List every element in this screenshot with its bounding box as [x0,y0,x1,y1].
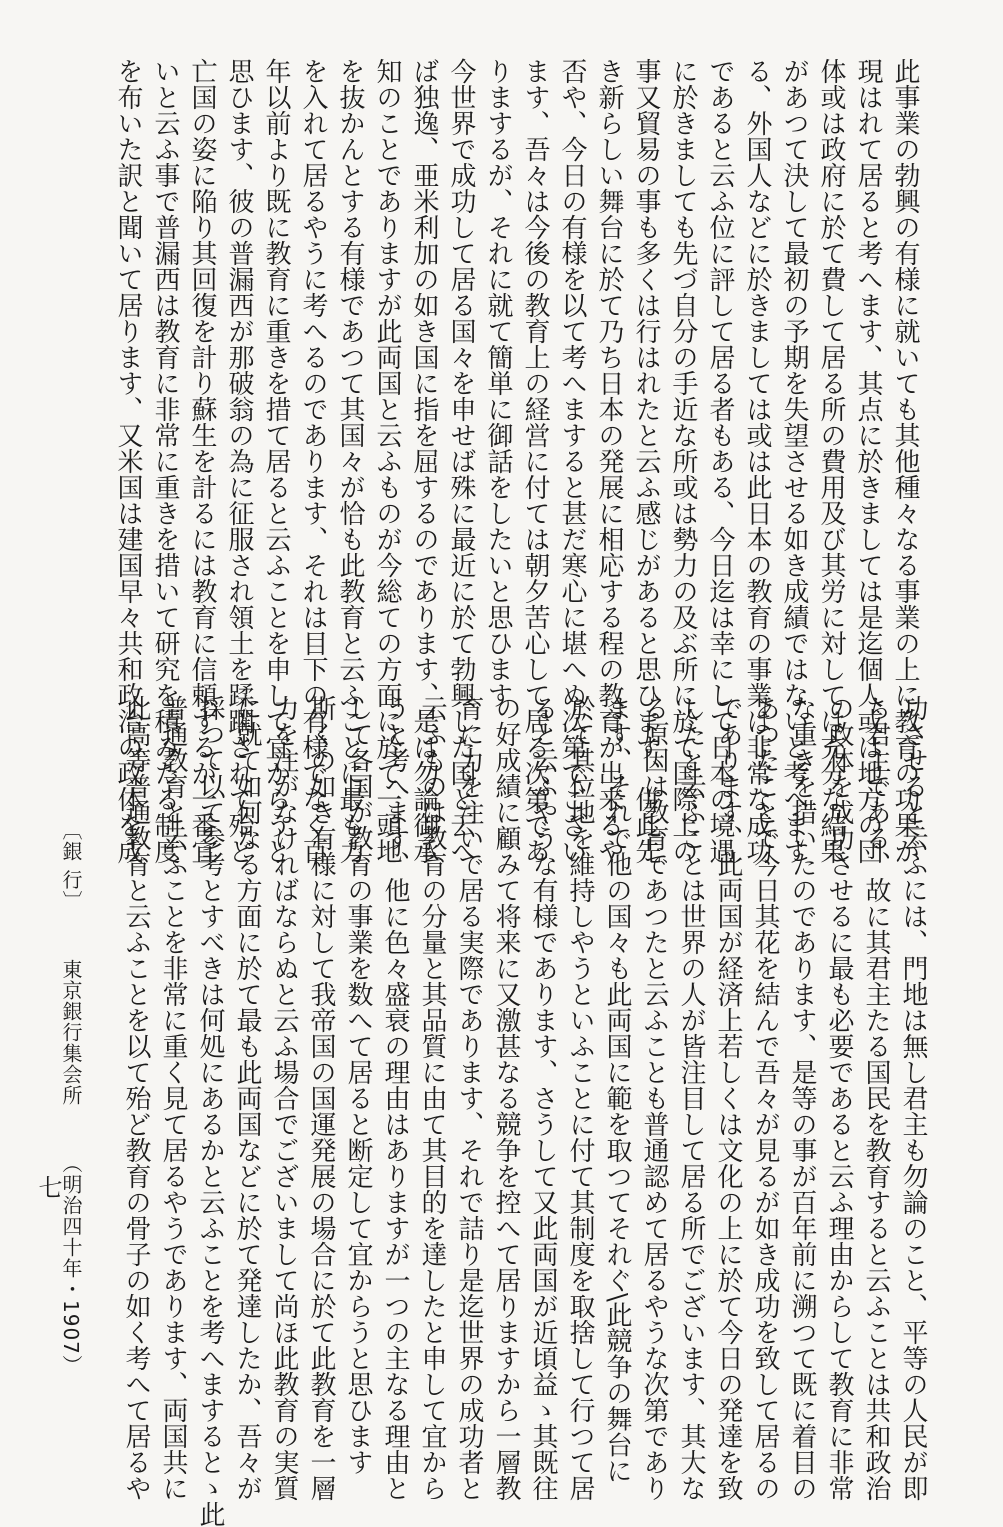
text-column: を入れて居るやうに考へるのであります、それは目下の有様でなく百 [298,58,328,864]
footer-category: 〔銀 行〕 [59,820,83,912]
text-column: であると云ふ位に評して居る者もある、今日迄は幸にして日本の境遇 [705,58,735,864]
text-column: 此高等普通教育と云ふことを以て殆ど教育の骨子の如く考へて居るや [121,695,151,1501]
text-column: ます、それで他の国々も此両国に範を取つてそれぐ\此競争の舞台に [602,695,632,1484]
footer [56,820,86,1376]
text-column: る原因は教育であつたと云ふことも普通認めて居るやうな次第であり [639,695,669,1501]
text-column: 今世界で成功して居る国々を申せば殊に最近に於て勃興した国と云へ [446,58,476,864]
text-column: に就て如何なる方面に於て最も此両国などに於て発達したか、吾々が [232,695,262,1501]
text-column: な重きを措いたのであります、是等の事が百年前に溯つて既に着目の [787,695,817,1501]
text-column: 云ふものは教育の分量と其品質に由て其目的を達したと申して宜から [417,695,447,1501]
text-column: き新らしい舞台に於て乃ち日本の発展に相応する程の教育が出来るや [594,58,624,864]
text-column: 功させると云ふには、門地は無し君主も勿論のこと、平等の人民が即 [898,695,928,1501]
text-column: 体或は政府に於て費して居る所の費用及び其労に対しては充分な結果 [816,58,846,864]
text-column: の好成績に顧みて将来に又激甚なる競争を控へて居りますから一層教 [491,695,521,1501]
text-column: 年以前より既に教育に重きを措て居ると云ふことを申して宜からうと [261,58,291,864]
text-column: 現はれて居ると考へます、其点に於きましては是迄個人或は地方の団 [853,58,883,864]
page-number: 七 [34,1175,62,1199]
text-column: ば独逸、亜米利加の如き国に指を屈するのであります、是は勿論御承 [409,58,439,864]
text-column: 力を注がなければならぬと云ふ場合でございまして尚ほ此教育の実質 [269,695,299,1501]
text-column: りまするが、それに就て簡単に御話をしたいと思ひます [483,58,513,708]
upper-text-block [103,58,923,864]
footer-publisher: 東京銀行集会所 [59,958,83,1106]
text-column: る、外国人などに於きましては或は此日本の教育の事業は非常な成功 [742,58,772,864]
text-column: であります、此両国が経済上若しくは文化の上に於て今日の発達を致 [713,695,743,1501]
text-column: 育に力を注いで居る実際であります、それで詰り是迄世界の成功者と [454,695,484,1501]
text-column: があつて決して最初の予期を失望させる如き成績ではないと考へます [779,58,809,864]
text-column: うと考へます、他に色々盛衰の理由はありますが一つの主なる理由と [380,695,410,1501]
text-column: の政体を成功させるに最も必要であると云ふ理由からして教育に非常 [824,695,854,1501]
text-column: ると云ふやうな有様であります、さうして又此両国が近頃益ゝ其既往 [528,695,558,1501]
text-column: 採つて以て参考とすべきは何処にあるかと云ふことを考へまするとゝ此 [195,695,225,1527]
text-column: いと云ふ事で普漏西は教育に非常に重きを措いて研究を積みたる制度 [150,58,180,864]
text-column: 亡国の姿に陥り其回復を計り蘇生を計るには教育に信頼するが一番宜 [187,58,217,864]
lower-text-block [101,695,931,1527]
text-column: ち君主である、故に其君主たる国民を教育すると云ふことは共和政治 [861,695,891,1501]
text-column: したと云ふことは世界の人が皆注目して居る所でございます、其大な [676,695,706,1501]
text-column: 否や、今日の有様を以て考へますると甚だ寒心に堪へぬ次第でござい [557,58,587,864]
text-column: 於て其位地を維持しやうといふことに付て其制度を取捨して行つて居 [565,695,595,1501]
text-column: 斯くの如き有様に対して我帝国の国運発展の場合に於て此教育を一層 [306,695,336,1501]
text-column: を抜かんとする有様であつて其国々が恰も此教育と云ふことに最も力 [335,58,365,864]
footer-date: （明治四十年・1907） [59,1153,83,1376]
text-column: 事又貿易の事も多くは行はれたと云ふ感じがあると思ひます、併此先 [631,58,661,864]
text-column: 思ひます、彼の普漏西が那破翁の為に征服され領土を蹂躙されて殆ど [224,58,254,864]
text-column: ます、吾々は今後の教育上の経営に付ては朝夕苦心して居る次第であ [520,58,550,864]
text-column: に於きましても先づ自分の手近な所或は勢力の及ぶ所に於て国際上の [668,58,698,864]
text-column: 此事業の勃興の有様に就いても其他種々なる事業の上に教育の功果が [890,58,920,864]
text-column: 知のことでありますが此両国と云ふものが今総ての方面に於て一頭地 [372,58,402,864]
text-column: を布いた訳と聞いて居ります、又米国は建国早々共和政治の政体を成 [113,58,143,864]
text-column: 普通教育と云ふことを非常に重く見て居るやうであります、両国共に [158,695,188,1501]
text-column: して各国が教育の事業を数へて居ると断定して宜からうと思ひます [343,695,373,1475]
text-column: あつたことで今日其花を結んで吾々が見るが如き成功を致して居るの [750,695,780,1501]
